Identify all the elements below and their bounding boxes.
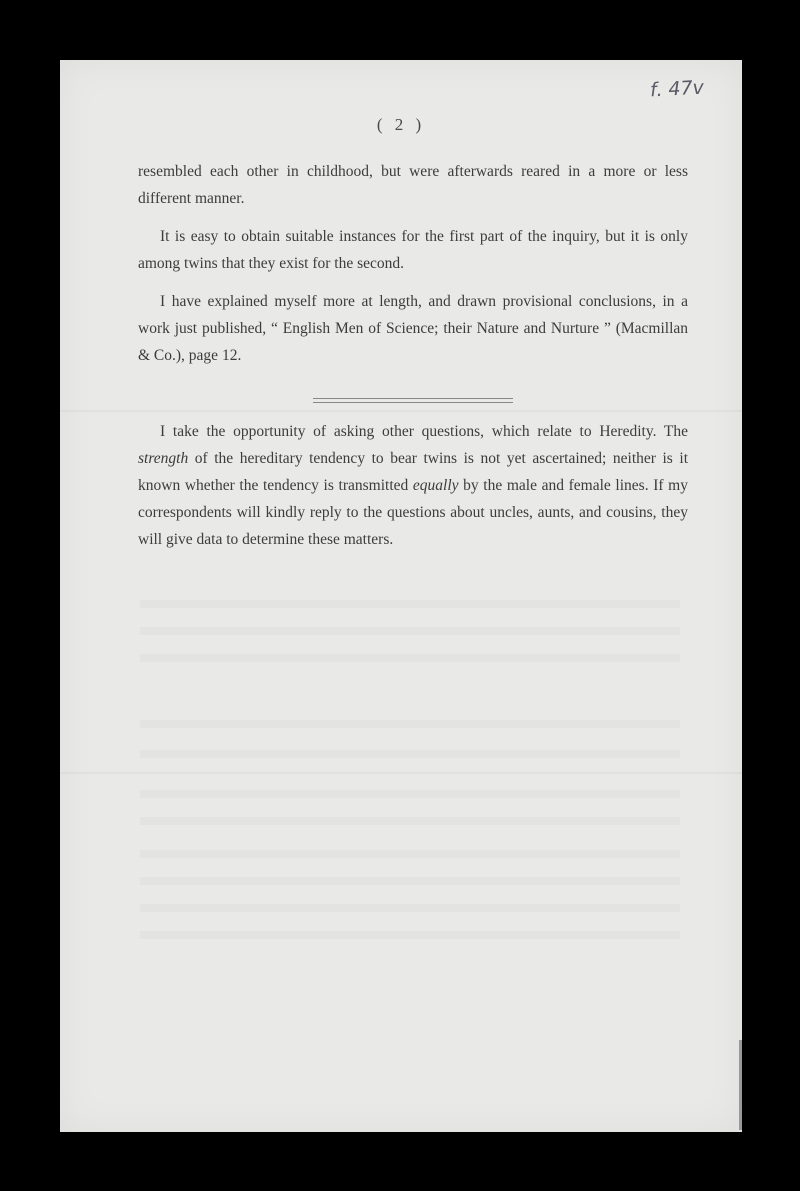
fold-line-lower (60, 772, 742, 774)
paragraph-4-part-3: by the male and female lines. If my correspondents will kindly reply to the questions about uncles, aunts, and cousins, they will give data to determine these matters. (138, 477, 688, 548)
paragraph-4-text (138, 418, 688, 553)
show-through-line (140, 931, 680, 939)
document-page (60, 60, 742, 1132)
page-edge-mark (739, 1040, 742, 1130)
paragraph-2-text: It is easy to obtain suitable instances for the first part of the inquiry, but it is only among twins that they exist for the second. (138, 228, 688, 272)
show-through-line (140, 654, 680, 662)
folio-annotation: f. 47v (649, 76, 705, 102)
show-through-line (140, 750, 680, 758)
emphasis-equally: equally (412, 477, 459, 494)
paragraph-4-part-2: of the hereditary tendency to bear twins is not yet ascertained; neither is it known whether the tendency is transmitted (138, 450, 688, 494)
fold-line-upper (60, 410, 742, 412)
paragraph-3 (138, 288, 688, 369)
show-through-line (140, 850, 680, 858)
show-through-line (140, 877, 680, 885)
paragraph-4 (138, 418, 688, 553)
paragraph-1 (138, 158, 688, 212)
paragraph-4-part-1: I take the opportunity of asking other questions, which relate to Heredity. The (160, 423, 688, 440)
show-through-line (140, 627, 680, 635)
paragraph-2 (138, 223, 688, 277)
show-through-line (140, 790, 680, 798)
show-through-line (140, 720, 680, 728)
section-divider (313, 398, 513, 403)
page-number: ( 2 ) (376, 115, 426, 134)
show-through-line (140, 904, 680, 912)
show-through-line (140, 817, 680, 825)
paragraph-3-text: I have explained myself more at length, and drawn provisional conclusions, in a work just published, “ English Men of Science; their Nature and Nurture ” (Macmillan & Co.), page 12. (138, 293, 688, 364)
paragraph-1-text: resembled each other in childhood, but were afterwards reared in a more or less different manner. (138, 163, 688, 207)
emphasis-strength: strength (138, 450, 189, 467)
show-through-line (140, 600, 680, 608)
